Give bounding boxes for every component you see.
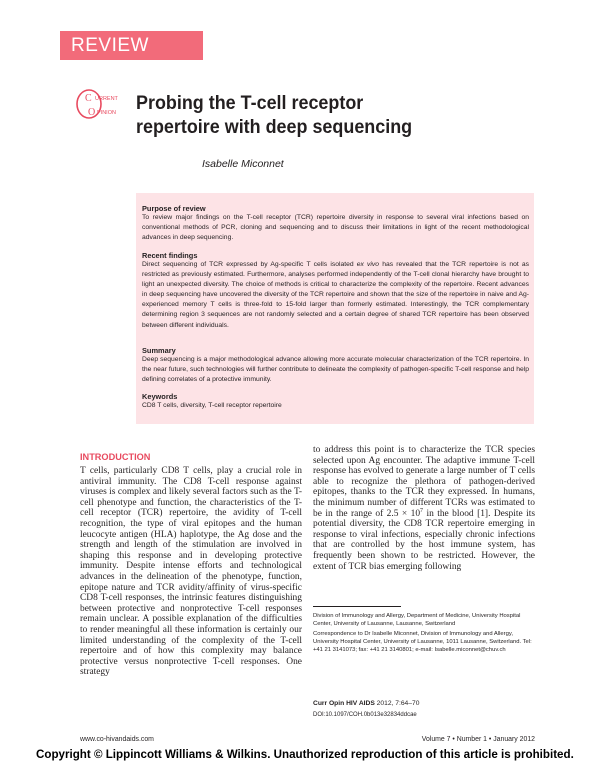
review-section-label: REVIEW xyxy=(60,31,203,60)
right-column-pre: to address this point is to characterize the TCR species selected upon Ag encounter. The adaptive immune T-cell response has evolved to generate a large number of T cells able to recognize the plethora of pathogen-derived epitopes, thanks to the TCR they expressed. In humans, the minimum number of different TCRs was estimated to be in the range of 2.5 × 10 xyxy=(313,445,535,519)
journal-name: Curr Opin HIV AIDS xyxy=(313,700,375,707)
purpose-heading: Purpose of review xyxy=(142,204,206,213)
article-title: Probing the T-cell receptor repertoire with deep sequencing xyxy=(136,92,413,138)
copyright-notice: Copyright © Lippincott Williams & Wilkins. Unauthorized reproduction of this article is prohibited. xyxy=(36,748,574,761)
correspondence-note: Correspondence to Dr Isabelle Miconnet, Division of Immunology and Allergy, University Hospital Center, University of Lausanne, 1011 Lausanne, Switzerland. Tel: +41 21 3141073; fax: +41 21 3140801; e-mail: Isabelle.miconnet@chuv.ch xyxy=(313,631,532,654)
logo-text-top: URRENT xyxy=(95,96,118,102)
article-author: Isabelle Miconnet xyxy=(202,158,284,170)
logo-o-letter: O xyxy=(88,107,96,118)
logo-text-bottom: PINION xyxy=(97,110,116,116)
purpose-text: To review major findings on the T-cell receptor (TCR) repertoire diversity in response to several viral infections based on conventional methods of PCR, cloning and sequencing and to discuss their limitations in light of the recent methodological advances in deep sequencing. xyxy=(142,214,529,242)
body-right-column xyxy=(313,445,535,572)
journal-citation xyxy=(313,700,419,707)
findings-text-post: has revealed that the TCR repertoire is not as restricted as previously estimated. Furthermore, analyses performed independently of the T-cell clonal hierarchy have brought to light an unexpected diversity. The choice of methods is critical to characterize the complexity of the repertoire. Recent advances in deep sequencing have uncovered the diversity of the TCR repertoire and shown that the size of the repertoire in naive and Ag-experienced memory T cells is three-fold to 15-fold larger than formerly estimated. Interestingly, the TCR complementary determining region 3 sequences are not randomly selected and a certain degree of shared TCR repertoire has been observed between different individuals. xyxy=(142,261,529,329)
current-opinion-logo xyxy=(76,87,127,121)
summary-heading: Summary xyxy=(142,346,176,355)
right-column-superscript: 7 xyxy=(420,507,424,514)
body-left-column: T cells, particularly CD8 T cells, play a crucial role in antiviral immunity. The CD8 T-cell response against viruses is complex and likely several factors such as the T-cell phenotype and function, the characteristics of the T-cell receptor (TCR) repertoire, the avidity of T-cell recognition, the type of viral epitopes and the human leucocyte antigen (HLA) haplotype, the Ag dose and the strength and length of the stimulation are involved in shaping this response and in developing protective immunity. Despite intense efforts and technological advances in the delineation of the phenotype, function, epitope nature and TCR avidity/affinity of virus-specific CD8 T-cell responses, the intrinsic features distinguishing between protective and nonprotective T-cell responses remain unclear. A possible explanation of the difficulties to render meaningful all these information is certainly our limited understanding of the complexity of the T-cell repertoire and of how this complexity may balance protective versus nonprotective T-cell responses. One strategy xyxy=(80,466,302,678)
keywords-heading: Keywords xyxy=(142,392,178,401)
footer-volume-info: Volume 7 • Number 1 • January 2012 xyxy=(421,736,535,743)
doi: DOI:10.1097/COH.0b013e32834ddcae xyxy=(313,712,417,718)
keywords-text: CD8 T cells, diversity, T-cell receptor repertoire xyxy=(142,402,282,409)
logo-c-letter: C xyxy=(85,93,92,104)
footnote-divider xyxy=(313,606,401,607)
right-column-post: in the blood [1]. Despite its potential diversity, the CD8 TCR repertoire emerging in response to viral infections, especially chronic infections that are controlled by the host immune system, has frequently been shown to be restricted. However, the extent of TCR bias emerging following xyxy=(313,508,535,572)
affiliation-note: Division of Immunology and Allergy, Department of Medicine, University Hospital Center, University of Lausanne, Lausanne, Switzerland xyxy=(313,613,521,628)
findings-text-pre: Direct sequencing of TCR expressed by Ag-specific T cells isolated xyxy=(142,261,357,268)
summary-text: Deep sequencing is a major methodological advance allowing more accurate molecular characterization of the TCR repertoire. In the near future, such technologies will further contribute to delineate the complexity of pathogen-specific T-cell response and help defining correlates of a protective immunity. xyxy=(142,356,529,384)
findings-text xyxy=(142,260,529,331)
footer-url[interactable]: www.co-hivandaids.com xyxy=(80,736,154,743)
findings-heading: Recent findings xyxy=(142,251,198,260)
introduction-heading: INTRODUCTION xyxy=(80,452,151,462)
journal-details: 2012, 7:64–70 xyxy=(374,700,420,707)
findings-text-italic: ex vivo xyxy=(356,261,380,268)
